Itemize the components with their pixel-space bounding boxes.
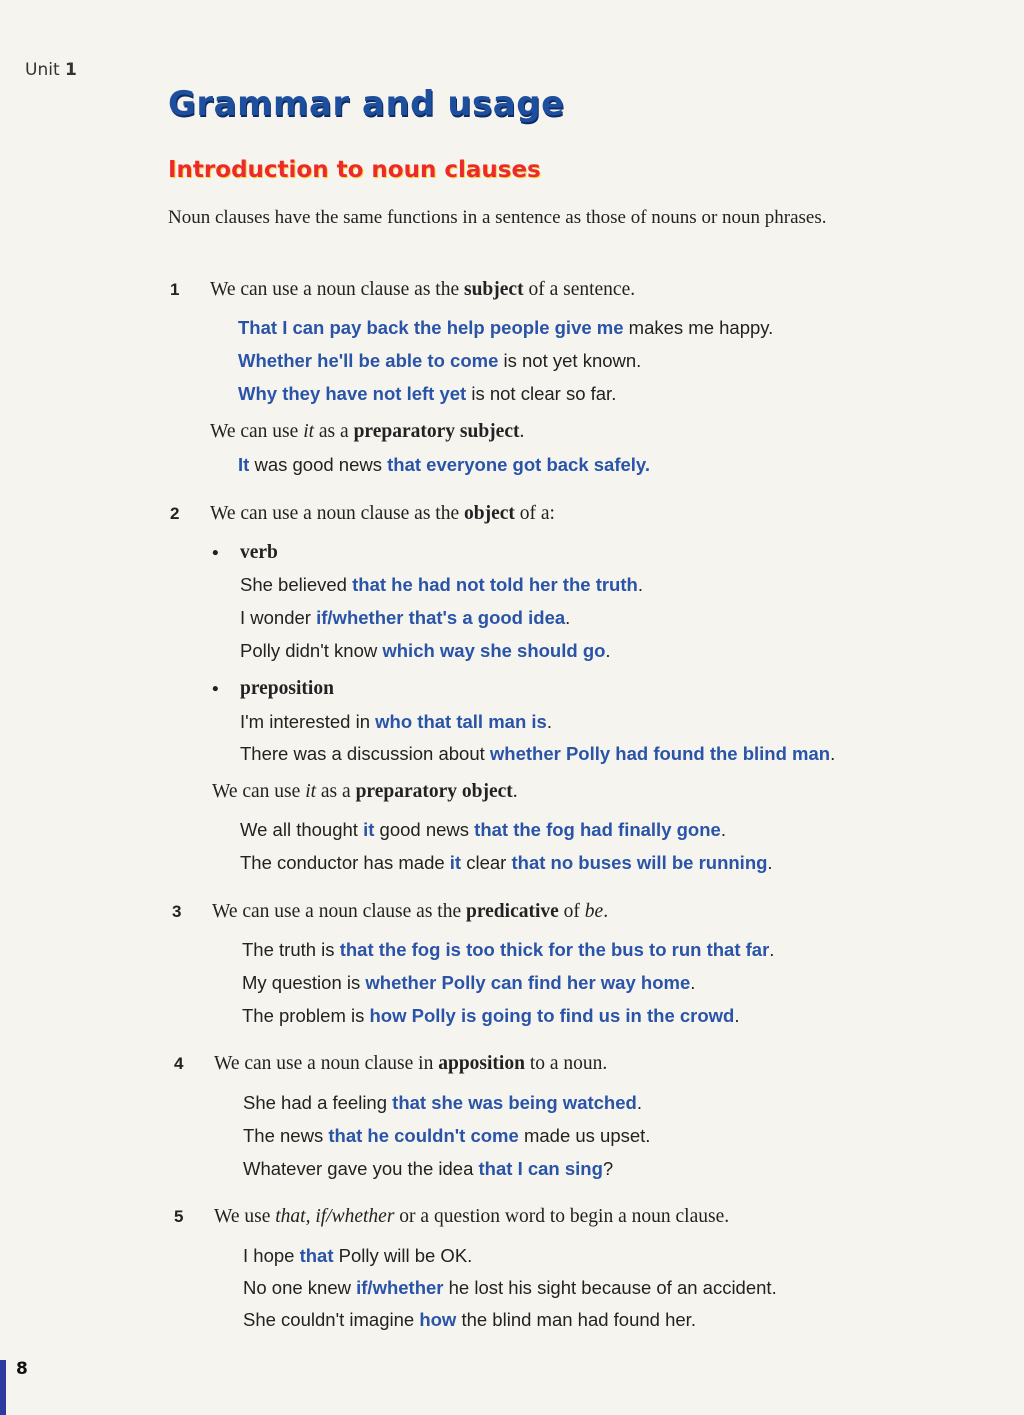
text-segment: be bbox=[584, 901, 604, 922]
text-segment: . bbox=[512, 781, 518, 802]
example-sentence bbox=[240, 711, 552, 733]
example-sentence bbox=[240, 574, 643, 596]
text-segment: She couldn't imagine bbox=[243, 1309, 420, 1330]
example-sentence bbox=[240, 607, 570, 629]
noun-clause-highlight: It bbox=[238, 454, 250, 475]
text-segment: . bbox=[734, 1005, 740, 1026]
text-segment: of a: bbox=[514, 503, 555, 524]
noun-clause-highlight: who that tall man is bbox=[375, 711, 547, 732]
bullet-icon: • bbox=[212, 679, 219, 700]
text-segment: My question is bbox=[242, 972, 366, 993]
text-segment: apposition bbox=[438, 1053, 525, 1074]
intro-paragraph: Noun clauses have the same functions in a sentence as those of nouns or noun phrases. bbox=[168, 207, 827, 228]
noun-clause-highlight: how Polly is going to find us in the crowd bbox=[369, 1005, 735, 1026]
text-segment: . bbox=[546, 711, 552, 732]
text-segment: or a question word to begin a noun clause. bbox=[394, 1206, 730, 1227]
text-segment: preparatory object bbox=[355, 781, 513, 802]
text-segment: We all thought bbox=[240, 819, 364, 840]
noun-clause-highlight: if/whether that's a good idea bbox=[316, 607, 566, 628]
rule-number: 2 bbox=[170, 504, 180, 523]
text-segment: She had a feeling bbox=[243, 1092, 393, 1113]
example-sentence bbox=[243, 1158, 613, 1180]
text-segment: it bbox=[305, 781, 317, 802]
text-segment: . bbox=[565, 607, 571, 628]
text-segment: as a bbox=[316, 781, 356, 802]
text-segment: he lost his sight because of an accident. bbox=[443, 1277, 777, 1298]
text-segment: verb bbox=[240, 542, 278, 563]
example-sentence bbox=[242, 972, 695, 994]
noun-clause-highlight: whether Polly had found the blind man bbox=[489, 743, 831, 764]
text-segment: We can use a noun clause as the bbox=[210, 279, 464, 300]
rule-statement bbox=[174, 1206, 730, 1228]
text-segment: I hope bbox=[243, 1245, 300, 1266]
text-segment: We can use bbox=[212, 781, 306, 802]
example-sentence bbox=[243, 1092, 642, 1114]
example-sentence bbox=[238, 350, 641, 372]
rule-statement bbox=[172, 901, 609, 923]
example-sentence bbox=[238, 383, 616, 405]
text-segment: of a sentence. bbox=[523, 279, 636, 300]
text-segment: as a bbox=[314, 421, 354, 442]
noun-clause-highlight: whether Polly can find her way home bbox=[365, 972, 691, 993]
text-segment: . bbox=[637, 574, 643, 595]
text-segment: We can use a noun clause as the bbox=[212, 901, 466, 922]
text-segment: The news bbox=[243, 1125, 329, 1146]
text-segment: subject bbox=[464, 279, 524, 300]
noun-clause-highlight: Why they have not left yet bbox=[238, 383, 467, 404]
noun-clause-highlight: That I can pay back the help people give me bbox=[238, 317, 624, 338]
example-sentence bbox=[240, 743, 835, 765]
example-sentence bbox=[243, 1277, 777, 1299]
text-segment: that, if/whether bbox=[275, 1206, 395, 1227]
unit-text: Unit bbox=[25, 60, 60, 80]
text-segment: She believed bbox=[240, 574, 353, 595]
text-segment: I'm interested in bbox=[240, 711, 376, 732]
example-sentence bbox=[243, 1245, 472, 1267]
text-segment: . bbox=[769, 939, 775, 960]
text-segment: . bbox=[605, 640, 611, 661]
text-segment: There was a discussion about bbox=[240, 743, 490, 764]
text-segment: was good news bbox=[249, 454, 388, 475]
page-number: 8 bbox=[16, 1359, 28, 1379]
rule-number: 1 bbox=[170, 280, 180, 299]
text-segment: The conductor has made bbox=[240, 852, 450, 873]
rule-note bbox=[212, 781, 518, 803]
example-sentence bbox=[243, 1125, 650, 1147]
bullet-heading bbox=[212, 542, 278, 564]
text-segment: preposition bbox=[240, 678, 334, 699]
noun-clause-highlight: it bbox=[449, 852, 462, 873]
text-segment: We use bbox=[214, 1206, 276, 1227]
noun-clause-highlight: if/whether bbox=[356, 1277, 444, 1298]
page-title: Grammar and usage bbox=[168, 84, 565, 124]
noun-clause-highlight: that she was being watched bbox=[392, 1092, 637, 1113]
noun-clause-highlight: that everyone got back safely. bbox=[387, 454, 650, 475]
text-segment: the blind man had found her. bbox=[456, 1309, 696, 1330]
text-segment: ? bbox=[602, 1158, 614, 1179]
unit-number: 1 bbox=[65, 60, 77, 80]
text-segment: it bbox=[303, 421, 315, 442]
text-segment: The problem is bbox=[242, 1005, 370, 1026]
rule-number: 4 bbox=[174, 1054, 184, 1073]
example-sentence bbox=[240, 852, 773, 874]
page-edge-bar bbox=[0, 1360, 6, 1415]
text-segment: preparatory subject bbox=[353, 421, 520, 442]
example-sentence bbox=[240, 640, 611, 662]
noun-clause-highlight: that he had not told her the truth bbox=[352, 574, 638, 595]
example-sentence bbox=[238, 454, 650, 476]
example-sentence bbox=[238, 317, 773, 339]
text-segment: Whatever gave you the idea bbox=[243, 1158, 479, 1179]
text-segment: makes me happy. bbox=[623, 317, 774, 338]
text-segment: . bbox=[519, 421, 525, 442]
text-segment: We can use a noun clause as the bbox=[210, 503, 464, 524]
text-segment: to a noun. bbox=[524, 1053, 608, 1074]
example-sentence bbox=[242, 1005, 740, 1027]
text-segment: clear bbox=[461, 852, 512, 873]
noun-clause-highlight: that I can sing bbox=[478, 1158, 603, 1179]
noun-clause-highlight: that no buses will be running bbox=[511, 852, 768, 873]
text-segment: We can use bbox=[210, 421, 304, 442]
text-segment: is not clear so far. bbox=[466, 383, 617, 404]
rule-number: 3 bbox=[172, 902, 182, 921]
noun-clause-highlight: that he couldn't come bbox=[328, 1125, 519, 1146]
text-segment: We can use a noun clause in bbox=[214, 1053, 439, 1074]
noun-clause-highlight: how bbox=[419, 1309, 457, 1330]
rule-statement bbox=[170, 503, 555, 525]
noun-clause-highlight: that bbox=[299, 1245, 334, 1266]
noun-clause-highlight: it bbox=[363, 819, 375, 840]
unit-label bbox=[25, 60, 77, 80]
text-segment: I wonder bbox=[240, 607, 317, 628]
text-segment: . bbox=[636, 1092, 642, 1113]
text-segment: made us upset. bbox=[518, 1125, 651, 1146]
text-segment: is not yet known. bbox=[498, 350, 642, 371]
noun-clause-highlight: which way she should go bbox=[382, 640, 606, 661]
text-segment: Polly will be OK. bbox=[333, 1245, 473, 1266]
text-segment: Polly didn't know bbox=[240, 640, 383, 661]
text-segment: . bbox=[603, 901, 609, 922]
rule-statement bbox=[170, 279, 636, 301]
text-segment: good news bbox=[374, 819, 475, 840]
bullet-heading bbox=[212, 678, 334, 700]
text-segment: object bbox=[464, 503, 515, 524]
rule-number: 5 bbox=[174, 1207, 184, 1226]
text-segment: . bbox=[767, 852, 773, 873]
text-segment: of bbox=[558, 901, 585, 922]
rule-statement bbox=[174, 1053, 608, 1075]
bullet-icon: • bbox=[212, 543, 219, 564]
example-sentence bbox=[243, 1309, 696, 1331]
noun-clause-highlight: that the fog is too thick for the bus to run that far bbox=[339, 939, 770, 960]
text-segment: . bbox=[690, 972, 696, 993]
text-segment: The truth is bbox=[242, 939, 340, 960]
noun-clause-highlight: that the fog had finally gone bbox=[474, 819, 721, 840]
example-sentence bbox=[242, 939, 774, 961]
text-segment: . bbox=[830, 743, 836, 764]
text-segment: . bbox=[720, 819, 726, 840]
rule-note bbox=[210, 421, 524, 443]
noun-clause-highlight: Whether he'll be able to come bbox=[238, 350, 499, 371]
text-segment: predicative bbox=[466, 901, 559, 922]
example-sentence bbox=[240, 819, 726, 841]
text-segment: No one knew bbox=[243, 1277, 357, 1298]
section-subtitle: Introduction to noun clauses bbox=[168, 157, 541, 183]
